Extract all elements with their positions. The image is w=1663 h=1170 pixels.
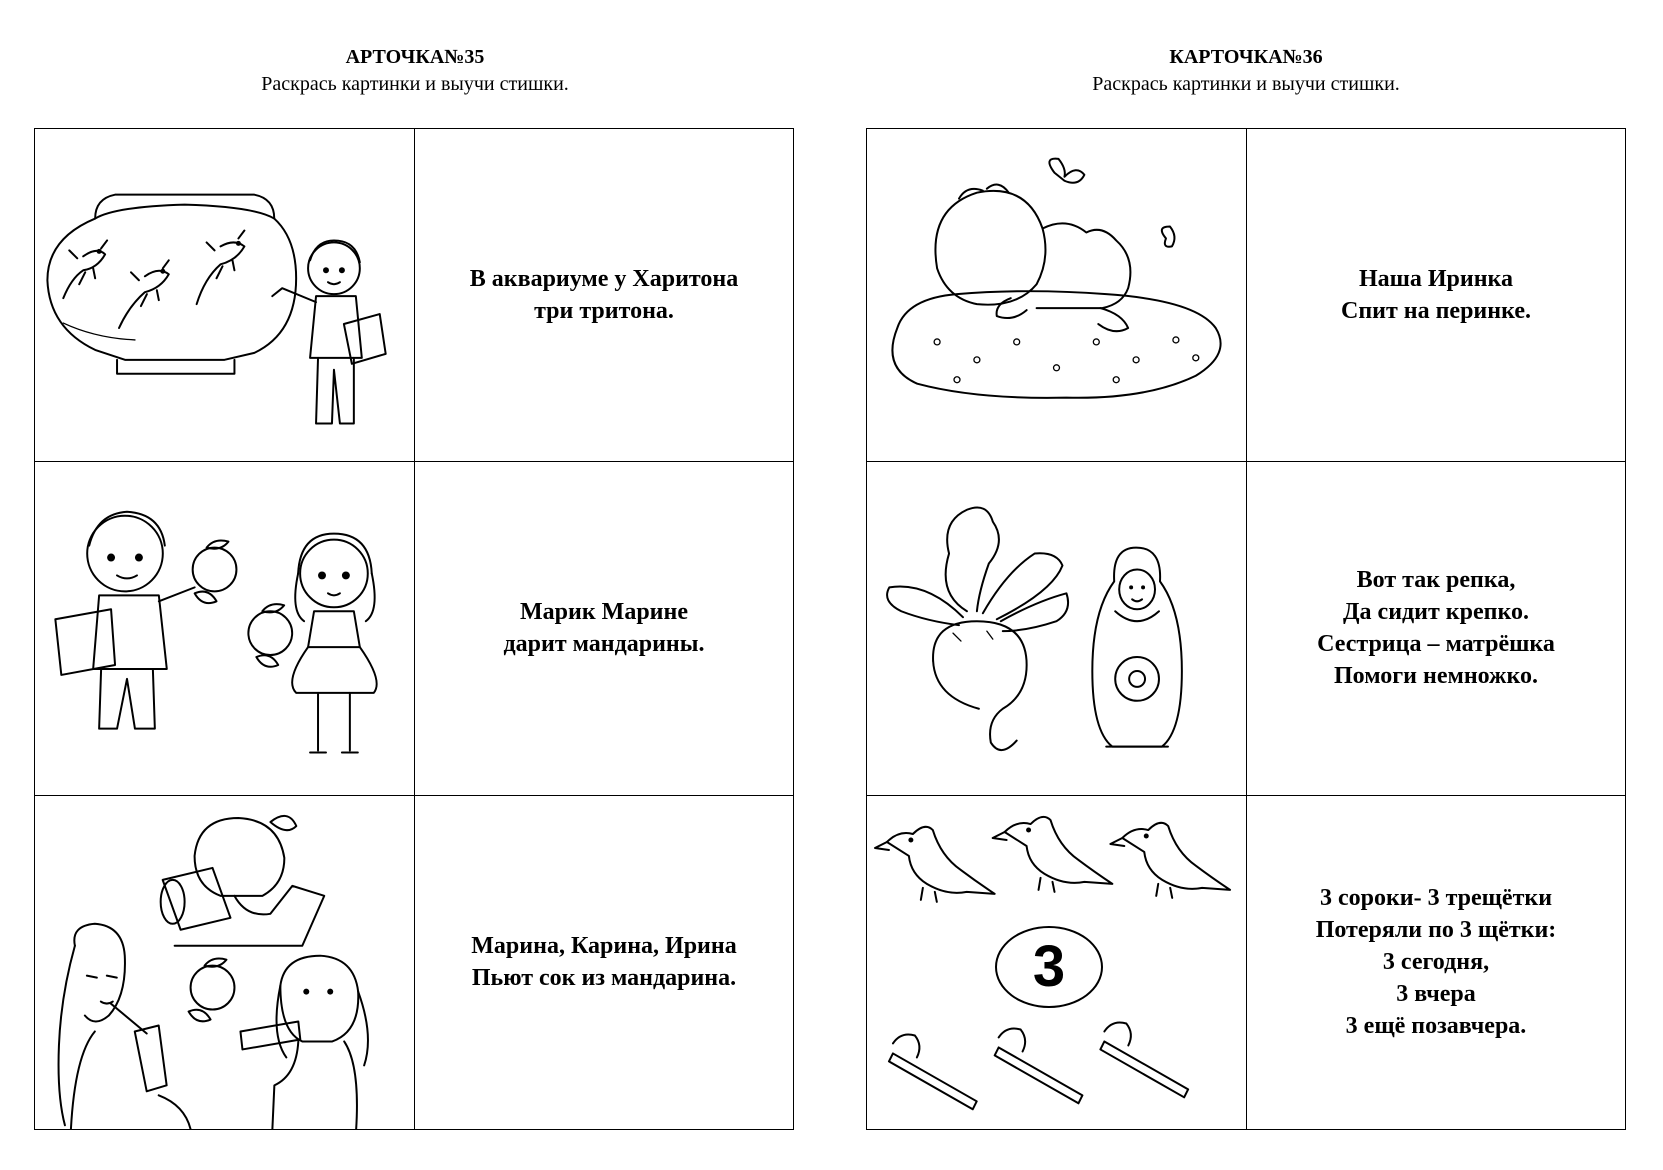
right-card-header <box>866 44 1626 98</box>
poem-cell <box>1247 462 1625 795</box>
poem-line: дарит мандарины. <box>503 631 705 658</box>
boy-icon <box>272 240 385 423</box>
poem-cell <box>415 796 793 1129</box>
newt-icon <box>63 230 244 328</box>
poem-line: Наша Иринка <box>1358 266 1514 293</box>
poem <box>1316 882 1557 1042</box>
poem-line: Спит на перинке. <box>1341 298 1531 325</box>
poem-line: Потеряли по 3 щётки: <box>1315 917 1557 944</box>
poem <box>504 596 705 660</box>
poem-cell <box>415 462 793 795</box>
poem-line: три тритона. <box>534 298 674 325</box>
right-card-title: КАРТОЧКА№36 <box>1169 46 1323 68</box>
poem <box>1341 263 1531 327</box>
poem-line: 3 ещё позавчера. <box>1345 1013 1527 1040</box>
poem-line: Вот так репка, <box>1356 567 1516 594</box>
girls-drinking-juice-picture <box>35 796 415 1129</box>
poem-line: В аквариуме у Харитона <box>469 266 739 293</box>
poem-line: Да сидит крепко. <box>1343 599 1529 626</box>
aquarium-icon <box>47 195 296 374</box>
poem-line: 3 вчера <box>1396 981 1476 1008</box>
turnip-matryoshka-picture <box>867 462 1247 795</box>
poem-cell <box>1247 796 1625 1129</box>
sleeping-baby-picture <box>867 129 1247 462</box>
poem-line: Сестрица – матрёшка <box>1317 631 1555 658</box>
left-card-instruction: Раскрась картинки и выучи стишки. <box>261 73 569 95</box>
poem-line: Марина, Карина, Ирина <box>471 933 737 960</box>
matryoshka-icon <box>1092 548 1182 747</box>
poem-cell <box>1247 129 1625 462</box>
right-card-grid <box>866 128 1626 1130</box>
mandarin-icon <box>193 541 292 667</box>
left-card-title: АРТОЧКА№35 <box>345 46 485 68</box>
poem-line: Помоги немножко. <box>1334 663 1538 690</box>
girl-drinking-icon <box>161 816 325 946</box>
aquarium-picture <box>35 129 415 462</box>
poem-line: 3 сороки- 3 трещётки <box>1319 885 1553 912</box>
poem-line: Марик Марине <box>520 599 688 626</box>
boy-icon <box>55 512 194 729</box>
right-card-instruction: Раскрась картинки и выучи стишки. <box>1092 73 1400 95</box>
left-card-header <box>35 44 795 98</box>
sleeping-baby-icon <box>935 185 1130 332</box>
woman-drinking-icon <box>59 923 191 1128</box>
number-three-badge: 3 <box>995 926 1103 1008</box>
girl-glass-icon <box>240 955 368 1129</box>
poem-cell <box>415 129 793 462</box>
toothbrush-icon <box>889 1022 1188 1109</box>
girl-icon <box>292 534 377 753</box>
butterfly-icon <box>1049 159 1174 247</box>
turnip-icon <box>887 508 1068 751</box>
boy-girl-mandarins-picture <box>35 462 415 795</box>
poem <box>471 930 736 994</box>
magpies-toothbrushes-picture <box>867 796 1247 1129</box>
mandarin-icon <box>189 958 235 1021</box>
poem-line: Пьют сок из мандарина. <box>471 965 737 992</box>
poem <box>470 263 738 327</box>
left-card-grid <box>34 128 794 1130</box>
poem <box>1317 564 1555 692</box>
magpie-icon <box>875 817 1230 902</box>
poem-line: 3 сегодня, <box>1382 949 1490 976</box>
